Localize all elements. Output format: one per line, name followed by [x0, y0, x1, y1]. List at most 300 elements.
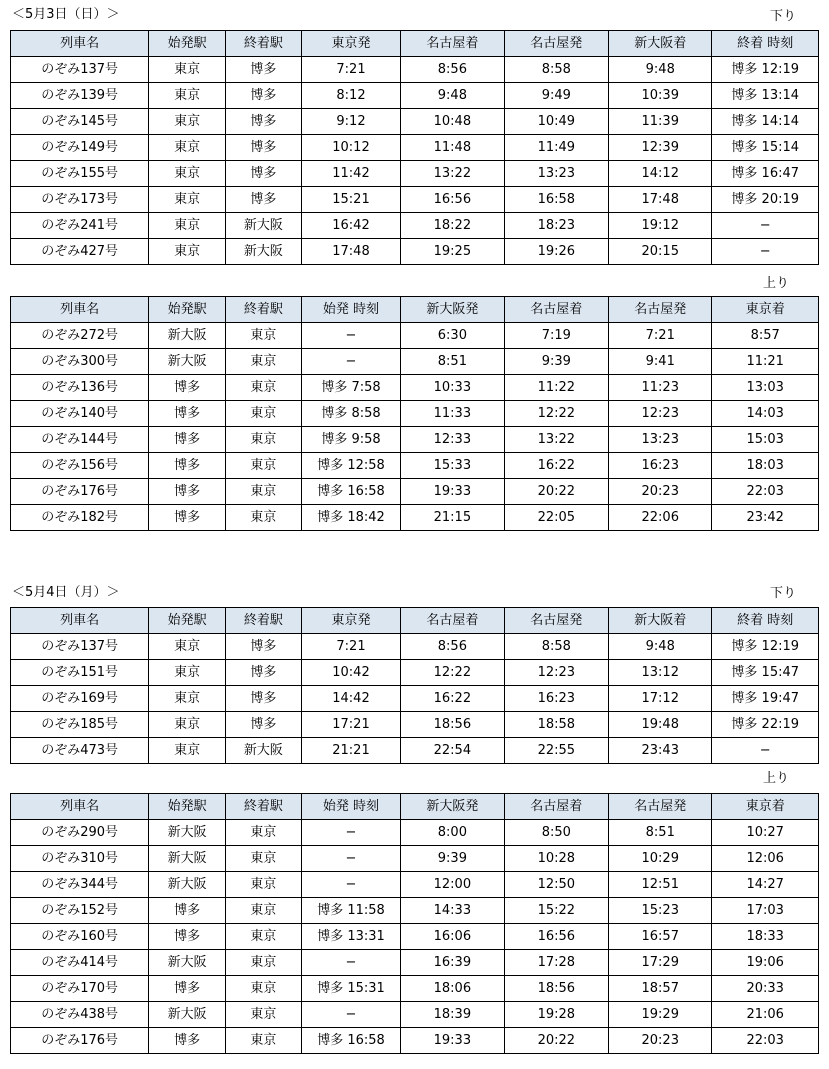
table-cell: −	[301, 820, 400, 846]
table-cell: 博多 16:58	[301, 1028, 400, 1054]
table-cell: 新大阪	[226, 239, 302, 265]
table-cell: −	[712, 738, 819, 764]
table-cell: 10:33	[401, 375, 504, 401]
column-header: 名古屋着	[504, 297, 608, 323]
table-cell: 博多	[149, 479, 226, 505]
table-cell: 11:21	[712, 349, 819, 375]
table-row	[11, 872, 819, 898]
table-cell: 新大阪	[149, 950, 226, 976]
table-cell: −	[712, 239, 819, 265]
table-cell: −	[301, 323, 400, 349]
table-cell: 博多 12:19	[712, 634, 819, 660]
table-cell: 東京	[149, 686, 226, 712]
table-cell: 16:56	[401, 187, 504, 213]
column-header: 始発駅	[149, 31, 226, 57]
table-cell: 12:22	[504, 401, 608, 427]
table-cell: 博多 19:47	[712, 686, 819, 712]
table-cell: 博多	[226, 83, 302, 109]
table-cell: 12:23	[609, 401, 712, 427]
table-cell: 19:12	[609, 213, 712, 239]
table-cell: 7:21	[609, 323, 712, 349]
direction-label-up: 上り	[763, 276, 790, 291]
train-name-cell: のぞみ140号	[11, 401, 149, 427]
table-cell: 22:55	[504, 738, 608, 764]
table-cell: 15:22	[504, 898, 608, 924]
table-cell: 17:12	[609, 686, 712, 712]
train-name-cell: のぞみ272号	[11, 323, 149, 349]
table-cell: 7:21	[301, 634, 400, 660]
table-cell: 10:48	[401, 109, 504, 135]
column-header: 新大阪着	[609, 31, 712, 57]
train-name-cell: のぞみ241号	[11, 213, 149, 239]
table-cell: 博多	[226, 634, 302, 660]
table-cell: 16:58	[504, 187, 608, 213]
table-cell: −	[301, 846, 400, 872]
table-cell: 9:39	[504, 349, 608, 375]
table-cell: 博多 12:58	[301, 453, 400, 479]
table-cell: 11:42	[301, 161, 400, 187]
table-cell: 17:21	[301, 712, 400, 738]
table-cell: 19:28	[504, 1002, 608, 1028]
column-header: 終着駅	[226, 31, 302, 57]
table-cell: −	[301, 950, 400, 976]
table-cell: 博多	[149, 453, 226, 479]
table-cell: 博多 13:14	[712, 83, 819, 109]
table-cell: 11:33	[401, 401, 504, 427]
column-header: 終着駅	[226, 794, 302, 820]
table-cell: 8:12	[301, 83, 400, 109]
table-cell: 東京	[226, 976, 302, 1002]
table-cell: 15:33	[401, 453, 504, 479]
table-cell: 博多	[149, 375, 226, 401]
direction-label-down: 下り	[770, 9, 797, 24]
table-cell: 東京	[226, 427, 302, 453]
table-cell: 11:49	[504, 135, 608, 161]
header-row	[11, 794, 819, 820]
train-name-cell: のぞみ160号	[11, 924, 149, 950]
table-cell: 新大阪	[149, 872, 226, 898]
table-cell: 14:03	[712, 401, 819, 427]
table-cell: 15:23	[609, 898, 712, 924]
table-cell: 東京	[149, 239, 226, 265]
train-name-cell: のぞみ139号	[11, 83, 149, 109]
column-header: 始発 時刻	[301, 297, 400, 323]
column-header: 列車名	[11, 608, 149, 634]
timetable-up-may4	[10, 793, 819, 1054]
table-cell: 7:19	[504, 323, 608, 349]
column-header: 東京着	[712, 297, 819, 323]
table-row	[11, 161, 819, 187]
table-cell: 12:22	[401, 660, 504, 686]
column-header: 新大阪着	[609, 608, 712, 634]
column-header: 終着駅	[226, 608, 302, 634]
table-cell: 博多 16:47	[712, 161, 819, 187]
table-row	[11, 505, 819, 531]
table-cell: 13:23	[609, 427, 712, 453]
table-cell: 9:39	[401, 846, 504, 872]
table-row	[11, 109, 819, 135]
column-header: 名古屋着	[401, 608, 504, 634]
direction-label-up: 上り	[763, 771, 790, 786]
table-row	[11, 820, 819, 846]
table-row	[11, 976, 819, 1002]
table-row	[11, 1028, 819, 1054]
table-row	[11, 401, 819, 427]
table-cell: 8:57	[712, 323, 819, 349]
table-cell: 8:56	[401, 634, 504, 660]
table-cell: 東京	[226, 349, 302, 375]
table-cell: 東京	[226, 323, 302, 349]
table-cell: 東京	[226, 872, 302, 898]
table-cell: 博多 22:19	[712, 712, 819, 738]
train-name-cell: のぞみ427号	[11, 239, 149, 265]
table-cell: 10:42	[301, 660, 400, 686]
table-cell: 15:21	[301, 187, 400, 213]
table-cell: 博多	[149, 505, 226, 531]
table-cell: 20:22	[504, 479, 608, 505]
table-cell: 19:29	[609, 1002, 712, 1028]
table-row	[11, 634, 819, 660]
table-cell: 8:56	[401, 57, 504, 83]
table-cell: 博多	[226, 109, 302, 135]
date-label-may3: ＜5月3日（日）＞	[12, 7, 120, 22]
table-cell: 18:06	[401, 976, 504, 1002]
table-cell: 19:26	[504, 239, 608, 265]
table-cell: 14:42	[301, 686, 400, 712]
train-name-cell: のぞみ144号	[11, 427, 149, 453]
column-header: 始発 時刻	[301, 794, 400, 820]
table-row	[11, 375, 819, 401]
column-header: 名古屋発	[504, 608, 608, 634]
table-cell: 9:48	[609, 634, 712, 660]
direction-label-down: 下り	[770, 586, 797, 601]
table-cell: 11:23	[609, 375, 712, 401]
table-cell: 19:33	[401, 479, 504, 505]
train-name-cell: のぞみ290号	[11, 820, 149, 846]
table-cell: 博多 20:19	[712, 187, 819, 213]
table-cell: 博多	[226, 161, 302, 187]
table-cell: 18:33	[712, 924, 819, 950]
timetable-down-may4	[10, 607, 819, 764]
table-row	[11, 57, 819, 83]
table-cell: 13:23	[504, 161, 608, 187]
table-row	[11, 427, 819, 453]
table-cell: 9:12	[301, 109, 400, 135]
train-name-cell: のぞみ438号	[11, 1002, 149, 1028]
table-cell: 19:06	[712, 950, 819, 976]
table-cell: 東京	[226, 1002, 302, 1028]
table-cell: 16:57	[609, 924, 712, 950]
table-row	[11, 479, 819, 505]
table-cell: 博多	[226, 57, 302, 83]
table-cell: 博多	[226, 187, 302, 213]
table-cell: 9:48	[401, 83, 504, 109]
table-cell: 博多 11:58	[301, 898, 400, 924]
column-header: 新大阪発	[401, 297, 504, 323]
table-cell: 14:12	[609, 161, 712, 187]
table-cell: 21:06	[712, 1002, 819, 1028]
table-row	[11, 239, 819, 265]
column-header: 東京発	[301, 608, 400, 634]
table-cell: 10:49	[504, 109, 608, 135]
date-label-may4: ＜5月4日（月）＞	[12, 585, 120, 600]
table-cell: 東京	[149, 135, 226, 161]
table-cell: 11:22	[504, 375, 608, 401]
table-cell: 9:49	[504, 83, 608, 109]
table-cell: 東京	[226, 401, 302, 427]
table-cell: 東京	[149, 213, 226, 239]
table-cell: 9:41	[609, 349, 712, 375]
table-row	[11, 1002, 819, 1028]
table-cell: 博多	[149, 427, 226, 453]
table-cell: 18:56	[504, 976, 608, 1002]
table-cell: 15:03	[712, 427, 819, 453]
train-name-cell: のぞみ310号	[11, 846, 149, 872]
table-cell: 東京	[226, 375, 302, 401]
table-cell: 12:50	[504, 872, 608, 898]
table-cell: 8:58	[504, 57, 608, 83]
table-cell: 20:22	[504, 1028, 608, 1054]
table-cell: 7:21	[301, 57, 400, 83]
table-cell: 新大阪	[226, 213, 302, 239]
column-header: 名古屋発	[504, 31, 608, 57]
train-name-cell: のぞみ170号	[11, 976, 149, 1002]
table-cell: 16:23	[609, 453, 712, 479]
table-cell: 16:56	[504, 924, 608, 950]
column-header: 列車名	[11, 794, 149, 820]
table-cell: 東京	[226, 820, 302, 846]
train-name-cell: のぞみ137号	[11, 634, 149, 660]
table-cell: 新大阪	[226, 738, 302, 764]
table-cell: 18:58	[504, 712, 608, 738]
table-cell: 20:23	[609, 1028, 712, 1054]
column-header: 東京着	[712, 794, 819, 820]
table-cell: 東京	[226, 898, 302, 924]
table-cell: 博多 9:58	[301, 427, 400, 453]
table-cell: 18:39	[401, 1002, 504, 1028]
table-cell: 18:03	[712, 453, 819, 479]
train-name-cell: のぞみ151号	[11, 660, 149, 686]
table-cell: −	[301, 349, 400, 375]
train-name-cell: のぞみ173号	[11, 187, 149, 213]
table-cell: 博多 12:19	[712, 57, 819, 83]
table-cell: 東京	[149, 83, 226, 109]
table-cell: 東京	[226, 453, 302, 479]
column-header: 新大阪発	[401, 794, 504, 820]
table-cell: 東京	[226, 846, 302, 872]
table-cell: 20:15	[609, 239, 712, 265]
table-cell: 16:22	[504, 453, 608, 479]
train-name-cell: のぞみ152号	[11, 898, 149, 924]
table-cell: 23:42	[712, 505, 819, 531]
table-cell: 19:33	[401, 1028, 504, 1054]
table-cell: 12:00	[401, 872, 504, 898]
table-cell: 博多	[149, 401, 226, 427]
table-cell: 22:05	[504, 505, 608, 531]
column-header: 始発駅	[149, 297, 226, 323]
train-name-cell: のぞみ185号	[11, 712, 149, 738]
table-cell: 博多 15:31	[301, 976, 400, 1002]
table-cell: 13:22	[401, 161, 504, 187]
header-row	[11, 31, 819, 57]
column-header: 東京発	[301, 31, 400, 57]
table-cell: 東京	[226, 924, 302, 950]
table-cell: 9:48	[609, 57, 712, 83]
train-name-cell: のぞみ473号	[11, 738, 149, 764]
table-cell: 博多 7:58	[301, 375, 400, 401]
table-cell: 11:48	[401, 135, 504, 161]
train-name-cell: のぞみ137号	[11, 57, 149, 83]
table-cell: 17:29	[609, 950, 712, 976]
table-row	[11, 213, 819, 239]
table-row	[11, 846, 819, 872]
timetable-up-may3	[10, 296, 819, 531]
table-cell: 東京	[226, 505, 302, 531]
table-cell: 16:39	[401, 950, 504, 976]
train-name-cell: のぞみ149号	[11, 135, 149, 161]
table-cell: 10:29	[609, 846, 712, 872]
table-cell: 新大阪	[149, 846, 226, 872]
column-header: 名古屋発	[609, 794, 712, 820]
table-cell: 12:33	[401, 427, 504, 453]
table-cell: 東京	[149, 57, 226, 83]
column-header: 名古屋着	[401, 31, 504, 57]
table-cell: 東京	[149, 634, 226, 660]
table-cell: 博多	[149, 924, 226, 950]
table-cell: 22:06	[609, 505, 712, 531]
table-cell: 18:56	[401, 712, 504, 738]
train-name-cell: のぞみ156号	[11, 453, 149, 479]
table-cell: 12:51	[609, 872, 712, 898]
table-cell: 新大阪	[149, 1002, 226, 1028]
table-row	[11, 349, 819, 375]
table-cell: 12:39	[609, 135, 712, 161]
table-cell: 博多	[149, 976, 226, 1002]
table-cell: 17:03	[712, 898, 819, 924]
train-name-cell: のぞみ176号	[11, 1028, 149, 1054]
table-cell: 博多	[149, 898, 226, 924]
table-cell: 13:03	[712, 375, 819, 401]
table-row	[11, 950, 819, 976]
column-header: 列車名	[11, 31, 149, 57]
table-cell: 18:23	[504, 213, 608, 239]
train-name-cell: のぞみ136号	[11, 375, 149, 401]
table-cell: 博多 18:42	[301, 505, 400, 531]
table-cell: 11:39	[609, 109, 712, 135]
table-cell: 博多	[226, 135, 302, 161]
table-cell: 東京	[149, 161, 226, 187]
table-cell: 16:06	[401, 924, 504, 950]
table-row	[11, 686, 819, 712]
table-cell: 17:48	[609, 187, 712, 213]
timetable-down-may3	[10, 30, 819, 265]
train-name-cell: のぞみ300号	[11, 349, 149, 375]
table-cell: 20:23	[609, 479, 712, 505]
table-cell: 博多 14:14	[712, 109, 819, 135]
table-cell: 12:06	[712, 846, 819, 872]
table-cell: 10:12	[301, 135, 400, 161]
column-header: 終着 時刻	[712, 608, 819, 634]
table-row	[11, 135, 819, 161]
table-cell: 16:23	[504, 686, 608, 712]
header-row	[11, 608, 819, 634]
table-cell: 博多 15:14	[712, 135, 819, 161]
table-cell: 20:33	[712, 976, 819, 1002]
table-cell: 博多	[226, 712, 302, 738]
table-row	[11, 712, 819, 738]
table-cell: 12:23	[504, 660, 608, 686]
table-cell: 14:33	[401, 898, 504, 924]
train-name-cell: のぞみ182号	[11, 505, 149, 531]
table-cell: 22:03	[712, 1028, 819, 1054]
train-name-cell: のぞみ344号	[11, 872, 149, 898]
train-name-cell: のぞみ145号	[11, 109, 149, 135]
train-name-cell: のぞみ169号	[11, 686, 149, 712]
table-row	[11, 323, 819, 349]
table-cell: 14:27	[712, 872, 819, 898]
table-cell: −	[712, 213, 819, 239]
table-cell: 21:21	[301, 738, 400, 764]
table-cell: 6:30	[401, 323, 504, 349]
header-row	[11, 297, 819, 323]
table-cell: 東京	[149, 738, 226, 764]
table-cell: 東京	[149, 109, 226, 135]
table-cell: 13:22	[504, 427, 608, 453]
table-cell: 博多	[226, 686, 302, 712]
table-row	[11, 898, 819, 924]
table-cell: 博多 13:31	[301, 924, 400, 950]
table-cell: 22:03	[712, 479, 819, 505]
table-row	[11, 187, 819, 213]
train-name-cell: のぞみ155号	[11, 161, 149, 187]
train-name-cell: のぞみ414号	[11, 950, 149, 976]
table-cell: 16:42	[301, 213, 400, 239]
table-cell: 東京	[226, 1028, 302, 1054]
table-row	[11, 924, 819, 950]
table-cell: 8:58	[504, 634, 608, 660]
table-cell: 10:28	[504, 846, 608, 872]
column-header: 始発駅	[149, 608, 226, 634]
table-cell: 8:50	[504, 820, 608, 846]
table-cell: 東京	[149, 712, 226, 738]
train-name-cell: のぞみ176号	[11, 479, 149, 505]
table-cell: 16:22	[401, 686, 504, 712]
table-cell: 13:12	[609, 660, 712, 686]
table-cell: 8:51	[609, 820, 712, 846]
column-header: 終着 時刻	[712, 31, 819, 57]
table-cell: 17:48	[301, 239, 400, 265]
table-row	[11, 453, 819, 479]
table-cell: 新大阪	[149, 349, 226, 375]
column-header: 始発駅	[149, 794, 226, 820]
table-cell: 新大阪	[149, 820, 226, 846]
table-cell: 新大阪	[149, 323, 226, 349]
table-cell: 8:51	[401, 349, 504, 375]
table-cell: 21:15	[401, 505, 504, 531]
column-header: 終着駅	[226, 297, 302, 323]
table-cell: 18:57	[609, 976, 712, 1002]
table-cell: 22:54	[401, 738, 504, 764]
table-cell: 東京	[226, 950, 302, 976]
table-cell: 19:48	[609, 712, 712, 738]
table-cell: 博多 16:58	[301, 479, 400, 505]
table-cell: 東京	[226, 479, 302, 505]
table-row	[11, 83, 819, 109]
table-row	[11, 738, 819, 764]
table-cell: −	[301, 1002, 400, 1028]
table-cell: 東京	[149, 187, 226, 213]
table-cell: 10:27	[712, 820, 819, 846]
